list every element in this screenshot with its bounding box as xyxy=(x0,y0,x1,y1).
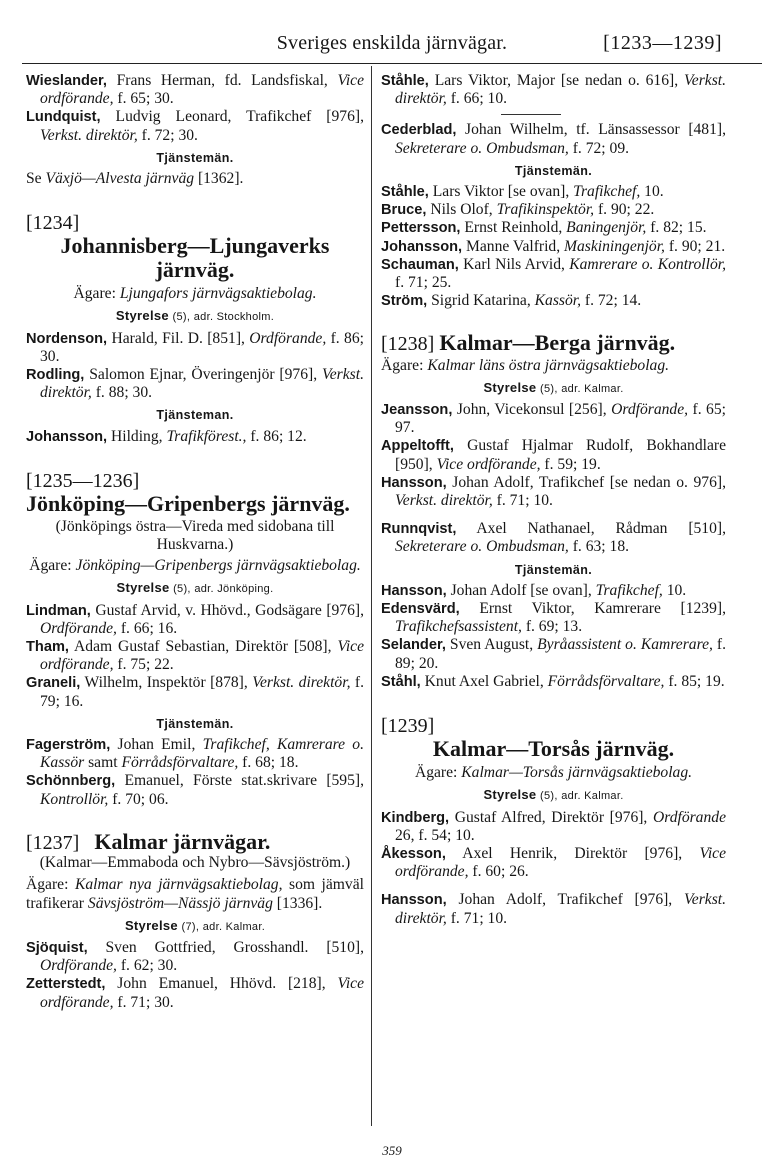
styrelse-1239: Styrelse (5), adr. Kalmar. xyxy=(483,787,624,803)
entry-schauman: Schauman, Karl Nils Arvid, Kamrerare o. Kontrollör, f. 71; 25. xyxy=(381,255,727,292)
section-title-1235: Jönköping—Gripenbergs järnväg. xyxy=(26,490,350,516)
section-number-1239: [1239] xyxy=(381,715,435,738)
heading-tjansteman: Tjänstemän. xyxy=(514,562,593,577)
styrelse-1235: Styrelse (5), adr. Jönköping. xyxy=(116,580,274,596)
section-title-1234-cont: järnväg. xyxy=(155,257,235,283)
section-subtitle-1235: (Jönköpings östra—Vireda med sidobana till Huskvarna.) xyxy=(55,517,335,554)
entry-johansson-hilding: Johansson, Hilding, Trafikförest., f. 86; 12. xyxy=(26,427,307,445)
entry-lundquist: Lundquist, Ludvig Leonard, Trafikchef [976], Verkst. direktör, f. 72; 30. xyxy=(26,108,364,144)
owner-1234: Ägare: Ljungafors järnvägsaktiebolag. xyxy=(73,285,317,303)
entry-runnqvist: Runnqvist, Axel Nathanael, Rådman [510], Sekreterare o. Ombudsman, f. 63; 18. xyxy=(381,520,726,556)
right-column xyxy=(381,72,726,928)
styrelse-1237: Styrelse (7), adr. Kalmar. xyxy=(124,917,266,933)
see-reference: Se Växjö—Alvesta järnväg [1362]. xyxy=(26,170,244,188)
section-number-1238: [1238] xyxy=(381,333,435,356)
entry-hansson: Hansson, Johan Adolf, Trafikchef [se nedan o. 976], Verkst. direktör, f. 71; 10. xyxy=(381,473,726,510)
entry-wieslander: Wieslander, Frans Herman, fd. Landsfiskal, Vice ordförande, f. 65; 30. xyxy=(26,72,364,108)
entry-hansson-3: Hansson, Johan Adolf, Trafikchef [976], Verkst. direktör, f. 71; 10. xyxy=(381,891,726,927)
section-title-1239: Kalmar—Torsås järnväg. xyxy=(432,736,675,762)
entry-stahl: Ståhl, Knut Axel Gabriel, Förrådsförvaltare, f. 85; 19. xyxy=(381,672,725,690)
section-heading-1238 xyxy=(381,330,726,356)
entry-graneli: Graneli, Wilhelm, Inspektör [878], Verkst. direktör, f. 79; 16. xyxy=(26,674,365,710)
styrelse-1238: Styrelse (5), adr. Kalmar. xyxy=(483,379,624,395)
entry-lindman: Lindman, Gustaf Arvid, v. Hhövd., Godsägare [976], Ordförande, f. 66; 16. xyxy=(26,601,364,637)
owner-1239: Ägare: Kalmar—Torsås järnvägsaktiebolag. xyxy=(414,764,693,782)
section-number-1234: [1234] xyxy=(26,212,80,235)
entry-appeltofft: Appeltofft, Gustaf Hjalmar Rudolf, Bokhandlare [950], Vice ordförande, f. 59; 19. xyxy=(381,437,726,473)
heading-tjansteman: Tjänstemän. xyxy=(514,163,593,178)
section-title-1234: Johannisberg—Ljungaverks xyxy=(60,233,330,259)
entry-bruce: Bruce, Nils Olof, Trafikinspektör, f. 90; 22. xyxy=(381,201,655,219)
section-subtitle-1237: (Kalmar—Emmaboda och Nybro—Sävsjöström.) xyxy=(39,854,351,872)
entry-sjoquist: Sjöquist, Sven Gottfried, Grosshandl. [510], Ordförande, f. 62; 30. xyxy=(26,938,364,975)
heading-tjansteman: Tjänsteman. xyxy=(156,408,234,423)
entry-cederblad: Cederblad, Johan Wilhelm, tf. Länsassessor [481], Sekreterare o. Ombudsman, f. 72; 09. xyxy=(381,121,726,157)
section-heading-1237 xyxy=(26,828,364,854)
page-number: 359 xyxy=(382,1143,402,1158)
section-title-1237: Kalmar järnvägar. xyxy=(94,828,271,854)
entry-stahle-2: Ståhle, Lars Viktor [se ovan], Trafikchef, 10. xyxy=(381,183,664,201)
section-number-1235: [1235—1236] xyxy=(26,469,140,492)
styrelse-1234: Styrelse (5), adr. Stockholm. xyxy=(115,308,275,324)
entry-johansson-manne: Johansson, Manne Valfrid, Maskiningenjör, f. 90; 21. xyxy=(381,237,726,255)
entry-selander: Selander, Sven August, Byråassistent o. Kamrerare, f. 89; 20. xyxy=(381,636,726,672)
entry-stahle: Ståhle, Lars Viktor, Major [se nedan o. 616], Verkst. direktör, f. 66; 10. xyxy=(381,72,726,108)
entry-hansson-2: Hansson, Johan Adolf [se ovan], Trafikchef, 10. xyxy=(381,581,687,599)
entry-kindberg: Kindberg, Gustaf Alfred, Direktör [976], Ordförande 26, f. 54; 10. xyxy=(381,808,726,844)
entry-nordenson: Nordenson, Harald, Fil. D. [851], Ordförande, f. 86; 30. xyxy=(26,329,364,365)
heading-tjansteman: Tjänstemän. xyxy=(156,150,234,165)
owner-1237: Ägare: Kalmar nya järnvägsaktiebolag, som jämväl trafikerar Sävsjöström—Nässjö järnväg [1336]. xyxy=(26,876,364,912)
entry-fagerstrom: Fagerström, Johan Emil, Trafikchef, Kamrerare o. Kassör samt Förrådsförvaltare, f. 68; 18. xyxy=(26,736,364,772)
running-head-title: Sveriges enskilda järnvägar. xyxy=(276,32,508,54)
left-column xyxy=(26,72,364,1012)
section-number-1237: [1237] xyxy=(26,831,80,854)
running-head-range: [1233—1239] xyxy=(603,32,722,54)
entry-edensvard: Edensvärd, Ernst Viktor, Kamrerare [1239], Trafikchefsassistent, f. 69; 13. xyxy=(381,600,726,636)
entry-tham: Tham, Adam Gustaf Sebastian, Direktör [508], Vice ordförande, f. 75; 22. xyxy=(26,638,364,674)
divider xyxy=(501,114,561,115)
entry-jeansson: Jeansson, John, Vicekonsul [256], Ordförande, f. 65; 97. xyxy=(381,401,726,437)
entry-strom: Ström, Sigrid Katarina, Kassör, f. 72; 14. xyxy=(381,292,642,310)
entry-pettersson: Pettersson, Ernst Reinhold, Baningenjör, f. 82; 15. xyxy=(381,219,707,237)
section-title-1238: Kalmar—Berga järnväg. xyxy=(439,330,676,356)
entry-akesson: Åkesson, Axel Henrik, Direktör [976], Vice ordförande, f. 60; 26. xyxy=(381,844,726,881)
owner-1235: Ägare: Jönköping—Gripenbergs järnvägsaktiebolag. xyxy=(29,557,361,575)
entry-schonnberg: Schönnberg, Emanuel, Förste stat.skrivare [595], Kontrollör, f. 70; 06. xyxy=(26,772,364,808)
header-rule xyxy=(22,63,762,64)
column-separator xyxy=(371,66,372,1126)
entry-rodling: Rodling, Salomon Ejnar, Överingenjör [976], Verkst. direktör, f. 88; 30. xyxy=(26,366,364,402)
owner-1238: Ägare: Kalmar läns östra järnvägsaktiebolag. xyxy=(381,356,670,374)
entry-zetterstedt: Zetterstedt, John Emanuel, Hhövd. [218], Vice ordförande, f. 71; 30. xyxy=(26,975,364,1011)
heading-tjansteman: Tjänstemän. xyxy=(156,716,234,731)
